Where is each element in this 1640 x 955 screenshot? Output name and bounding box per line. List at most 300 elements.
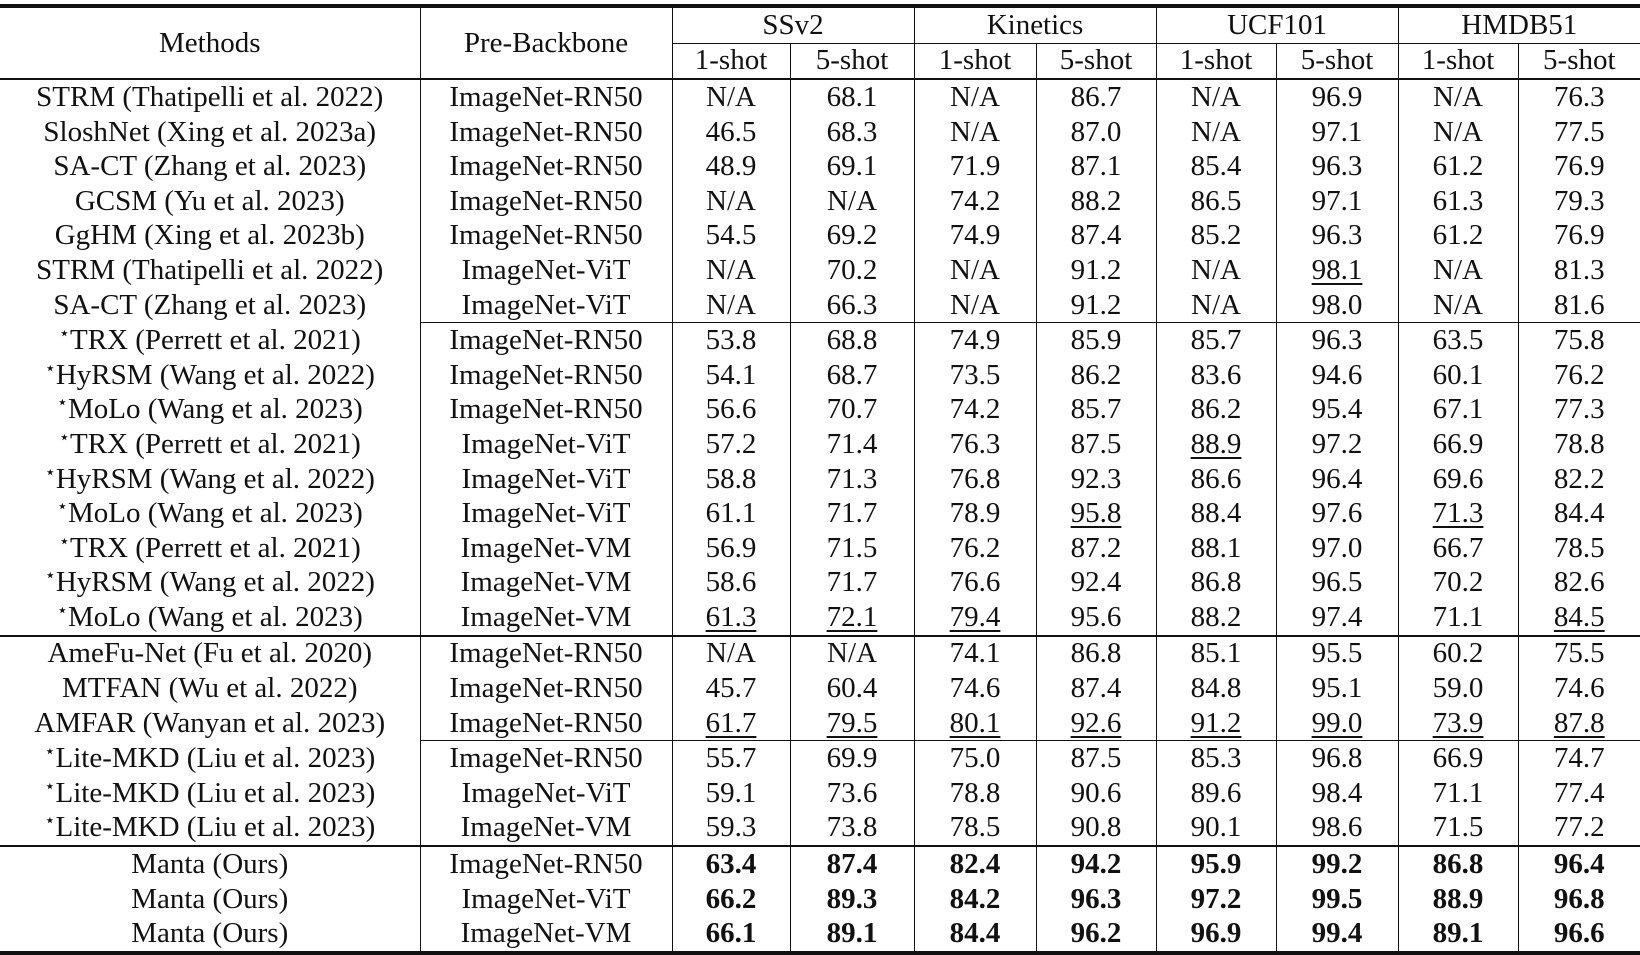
score-value: 70.2 — [826, 253, 878, 286]
table-row — [0, 706, 1640, 741]
method-label: HyRSM (Wang et al. 2022) — [55, 566, 375, 599]
score-cell — [1036, 671, 1156, 706]
score-value: 71.5 — [826, 531, 878, 564]
pre-backbone-cell: ImageNet-RN50 — [420, 741, 672, 776]
score-cell — [1036, 427, 1156, 462]
header-row-datasets — [0, 6, 1640, 43]
score-value: 69.6 — [1432, 462, 1484, 495]
score-value: 88.4 — [1190, 497, 1242, 530]
score-cell — [1518, 79, 1640, 115]
pre-backbone-cell: ImageNet-RN50 — [420, 323, 672, 358]
score-value: 89.6 — [1190, 776, 1242, 809]
method-label: Lite-MKD (Liu et al. 2023) — [55, 742, 376, 775]
score-value: 63.4 — [705, 848, 757, 881]
score-cell — [1036, 600, 1156, 636]
score-value: 60.2 — [1432, 637, 1484, 670]
score-cell — [1518, 115, 1640, 150]
score-value: 87.4 — [826, 848, 878, 881]
score-cell — [790, 882, 914, 917]
score-cell — [1156, 79, 1276, 115]
score-cell — [1398, 393, 1518, 428]
score-value: 71.3 — [1432, 497, 1484, 530]
score-value: 83.6 — [1190, 358, 1242, 391]
score-value: 73.6 — [826, 776, 878, 809]
score-value: 95.5 — [1311, 637, 1363, 670]
score-value: 88.2 — [1070, 184, 1122, 217]
score-cell — [1036, 636, 1156, 672]
score-value: 77.2 — [1553, 811, 1605, 844]
method-label: MoLo (Wang et al. 2023) — [67, 600, 363, 633]
score-value: 91.2 — [1070, 288, 1122, 321]
score-cell — [1518, 358, 1640, 393]
score-cell — [1398, 566, 1518, 601]
method-name — [0, 671, 420, 706]
score-value: N/A — [950, 80, 1000, 113]
score-value: 71.3 — [826, 462, 878, 495]
pre-backbone-cell: ImageNet-VM — [420, 566, 672, 601]
score-value: 81.3 — [1553, 253, 1605, 286]
score-value: 76.2 — [1553, 358, 1605, 391]
method-label: AMFAR (Wanyan et al. 2023) — [34, 706, 386, 739]
score-value: 77.3 — [1553, 393, 1605, 426]
method-name — [0, 600, 420, 636]
pre-backbone-cell: ImageNet-ViT — [420, 462, 672, 497]
score-cell — [1036, 323, 1156, 358]
score-cell — [914, 323, 1036, 358]
score-value: N/A — [950, 253, 1000, 286]
score-cell — [1036, 219, 1156, 254]
score-value: 96.8 — [1553, 882, 1605, 915]
method-label: TRX (Perrett et al. 2021) — [70, 323, 361, 356]
score-value: 74.1 — [949, 637, 1001, 670]
score-value: 89.1 — [1432, 917, 1484, 950]
score-cell — [790, 462, 914, 497]
score-cell — [1036, 916, 1156, 953]
score-value: 68.8 — [826, 324, 878, 357]
score-value: 79.4 — [949, 600, 1001, 633]
score-cell — [1398, 846, 1518, 882]
score-value: 82.2 — [1553, 462, 1605, 495]
score-value: 99.4 — [1311, 917, 1363, 950]
method-name — [0, 846, 420, 882]
score-value: 78.8 — [1553, 427, 1605, 460]
score-value: 91.2 — [1190, 706, 1242, 739]
method-label: HyRSM (Wang et al. 2022) — [55, 462, 375, 495]
score-value: 86.2 — [1190, 393, 1242, 426]
score-value: N/A — [1191, 80, 1241, 113]
method-name — [0, 323, 420, 358]
score-value: 90.1 — [1190, 811, 1242, 844]
score-cell — [1398, 253, 1518, 288]
score-value: 48.9 — [705, 150, 757, 183]
table-row — [0, 462, 1640, 497]
method-name — [0, 358, 420, 393]
score-cell — [1398, 358, 1518, 393]
score-cell — [672, 882, 790, 917]
score-cell — [1518, 393, 1640, 428]
score-cell — [914, 741, 1036, 776]
score-cell — [1518, 636, 1640, 672]
score-cell — [914, 149, 1036, 184]
score-cell — [790, 358, 914, 393]
table-row — [0, 115, 1640, 150]
score-cell — [1276, 184, 1398, 219]
score-value: 54.1 — [705, 358, 757, 391]
score-value: 92.4 — [1070, 566, 1122, 599]
score-cell — [790, 600, 914, 636]
score-cell — [790, 916, 914, 953]
score-value: 71.4 — [826, 427, 878, 460]
score-value: 96.8 — [1311, 742, 1363, 775]
score-value: 74.9 — [949, 219, 1001, 252]
score-value: 70.7 — [826, 393, 878, 426]
reproduced-star-icon: ⋆ — [56, 496, 68, 517]
score-value: 61.7 — [705, 706, 757, 739]
score-cell — [1518, 671, 1640, 706]
score-cell — [1518, 600, 1640, 636]
score-value: N/A — [706, 637, 756, 670]
score-value: 68.7 — [826, 358, 878, 391]
score-cell — [1518, 184, 1640, 219]
score-value: 80.1 — [949, 706, 1001, 739]
score-cell — [1156, 916, 1276, 953]
score-value: 97.1 — [1311, 184, 1363, 217]
score-cell — [1276, 846, 1398, 882]
score-value: 79.5 — [826, 706, 878, 739]
score-cell — [1036, 846, 1156, 882]
score-value: 90.6 — [1070, 776, 1122, 809]
table-row — [0, 531, 1640, 566]
score-cell — [1276, 636, 1398, 672]
score-cell — [1276, 496, 1398, 531]
score-value: 73.5 — [949, 358, 1001, 391]
score-cell — [1518, 288, 1640, 323]
header-hmdb51-1shot: 1-shot — [1398, 43, 1518, 79]
score-value: 66.2 — [705, 882, 757, 915]
table-row — [0, 393, 1640, 428]
score-value: 91.2 — [1070, 253, 1122, 286]
reproduced-star-icon: ⋆ — [56, 599, 68, 620]
method-name — [0, 706, 420, 741]
score-cell — [1156, 636, 1276, 672]
score-value: 71.1 — [1432, 600, 1484, 633]
score-cell — [672, 916, 790, 953]
score-cell — [1398, 741, 1518, 776]
score-value: 74.9 — [949, 324, 1001, 357]
score-cell — [1518, 496, 1640, 531]
score-value: 99.5 — [1311, 882, 1363, 915]
reproduced-star-icon: ⋆ — [44, 357, 56, 378]
method-name — [0, 115, 420, 150]
score-cell — [1398, 79, 1518, 115]
score-value: N/A — [1433, 253, 1483, 286]
score-cell — [914, 600, 1036, 636]
score-cell — [1518, 811, 1640, 847]
score-value: 95.6 — [1070, 600, 1122, 633]
score-cell — [672, 393, 790, 428]
score-value: 87.2 — [1070, 531, 1122, 564]
score-cell — [1036, 462, 1156, 497]
table-header — [0, 6, 1640, 79]
score-value: 76.8 — [949, 462, 1001, 495]
score-value: 55.7 — [705, 742, 757, 775]
score-cell — [1398, 115, 1518, 150]
pre-backbone-cell: ImageNet-ViT — [420, 776, 672, 811]
score-cell — [1398, 427, 1518, 462]
score-value: 95.4 — [1311, 393, 1363, 426]
method-label: Manta (Ours) — [131, 882, 289, 915]
score-value: 78.5 — [1553, 531, 1605, 564]
table-row — [0, 184, 1640, 219]
score-cell — [1518, 916, 1640, 953]
score-cell — [790, 115, 914, 150]
score-value: 76.3 — [1553, 80, 1605, 113]
reproduced-star-icon: ⋆ — [44, 741, 56, 762]
score-value: 59.3 — [705, 811, 757, 844]
score-cell — [672, 531, 790, 566]
score-value: 96.9 — [1190, 917, 1242, 950]
score-cell — [914, 671, 1036, 706]
score-cell — [1036, 776, 1156, 811]
pre-backbone-cell: ImageNet-RN50 — [420, 393, 672, 428]
score-value: N/A — [1433, 80, 1483, 113]
score-value: 86.6 — [1190, 462, 1242, 495]
header-dataset-ssv2: SSv2 — [672, 6, 914, 43]
score-cell — [914, 393, 1036, 428]
method-label: TRX (Perrett et al. 2021) — [70, 427, 361, 460]
score-value: 79.3 — [1553, 184, 1605, 217]
score-value: 61.3 — [705, 600, 757, 633]
score-value: 86.5 — [1190, 184, 1242, 217]
score-cell — [790, 184, 914, 219]
score-cell — [790, 706, 914, 741]
method-name — [0, 79, 420, 115]
score-value: 77.5 — [1553, 115, 1605, 148]
score-cell — [1518, 566, 1640, 601]
table-row — [0, 636, 1640, 672]
score-cell — [1398, 811, 1518, 847]
score-value: 66.9 — [1432, 427, 1484, 460]
score-value: 96.3 — [1070, 882, 1122, 915]
score-cell — [914, 253, 1036, 288]
pre-backbone-cell: ImageNet-VM — [420, 811, 672, 847]
score-cell — [914, 219, 1036, 254]
method-label: HyRSM (Wang et al. 2022) — [55, 358, 375, 391]
score-value: 78.8 — [949, 776, 1001, 809]
score-value: 96.3 — [1311, 219, 1363, 252]
score-cell — [1156, 741, 1276, 776]
score-value: 61.2 — [1432, 150, 1484, 183]
score-cell — [1036, 184, 1156, 219]
method-label: GCSM (Yu et al. 2023) — [74, 184, 345, 217]
score-value: 87.0 — [1070, 115, 1122, 148]
header-dataset-hmdb51: HMDB51 — [1461, 8, 1578, 41]
score-value: 53.8 — [705, 324, 757, 357]
score-value: 66.9 — [1432, 742, 1484, 775]
score-cell — [914, 79, 1036, 115]
score-cell — [790, 253, 914, 288]
method-name — [0, 566, 420, 601]
score-value: 90.8 — [1070, 811, 1122, 844]
score-cell — [1518, 427, 1640, 462]
pre-backbone-cell: ImageNet-VM — [420, 531, 672, 566]
score-value: 86.8 — [1190, 566, 1242, 599]
score-value: 86.8 — [1070, 637, 1122, 670]
table-row — [0, 882, 1640, 917]
score-value: 98.0 — [1311, 288, 1363, 321]
score-value: N/A — [827, 184, 877, 217]
score-value: 85.7 — [1190, 324, 1242, 357]
table-row — [0, 846, 1640, 882]
score-value: 68.3 — [826, 115, 878, 148]
pre-backbone-cell: ImageNet-ViT — [420, 882, 672, 917]
score-cell — [1156, 427, 1276, 462]
method-name — [0, 882, 420, 917]
score-value: 87.1 — [1070, 150, 1122, 183]
score-cell — [1276, 531, 1398, 566]
method-label: GgHM (Xing et al. 2023b) — [54, 219, 365, 252]
score-cell — [1276, 462, 1398, 497]
score-cell — [672, 671, 790, 706]
method-name — [0, 811, 420, 847]
score-value: 96.3 — [1311, 324, 1363, 357]
score-value: 96.4 — [1311, 462, 1363, 495]
score-cell — [672, 636, 790, 672]
score-cell — [1518, 531, 1640, 566]
pre-backbone-cell: ImageNet-VM — [420, 600, 672, 636]
method-label: Manta (Ours) — [131, 917, 289, 950]
pre-backbone-cell: ImageNet-RN50 — [420, 671, 672, 706]
score-cell — [1156, 671, 1276, 706]
pre-backbone-cell: ImageNet-ViT — [420, 253, 672, 288]
method-name — [0, 496, 420, 531]
score-cell — [1276, 741, 1398, 776]
method-name — [0, 741, 420, 776]
score-cell — [914, 706, 1036, 741]
table-row — [0, 811, 1640, 847]
score-value: 69.1 — [826, 150, 878, 183]
score-cell — [672, 706, 790, 741]
score-value: N/A — [950, 288, 1000, 321]
score-value: 96.2 — [1070, 917, 1122, 950]
score-value: 78.5 — [949, 811, 1001, 844]
score-value: 73.9 — [1432, 706, 1484, 739]
method-name — [0, 531, 420, 566]
score-cell — [790, 636, 914, 672]
reproduced-star-icon: ⋆ — [44, 565, 56, 586]
score-cell — [914, 566, 1036, 601]
score-value: 97.1 — [1311, 115, 1363, 148]
score-value: 96.4 — [1553, 848, 1605, 881]
score-cell — [1036, 149, 1156, 184]
method-label: Manta (Ours) — [131, 848, 289, 881]
score-value: 75.5 — [1553, 637, 1605, 670]
header-dataset-kinetics: Kinetics — [914, 6, 1156, 43]
score-cell — [790, 79, 914, 115]
score-cell — [1518, 776, 1640, 811]
score-value: 85.4 — [1190, 150, 1242, 183]
score-cell — [790, 531, 914, 566]
score-value: N/A — [1191, 253, 1241, 286]
score-value: 82.6 — [1553, 566, 1605, 599]
score-cell — [672, 427, 790, 462]
score-value: 96.5 — [1311, 566, 1363, 599]
method-label: MoLo (Wang et al. 2023) — [67, 497, 363, 530]
score-value: 56.6 — [705, 393, 757, 426]
score-value: 96.6 — [1553, 917, 1605, 950]
score-cell — [790, 393, 914, 428]
score-value: 87.8 — [1553, 706, 1605, 739]
score-cell — [1156, 323, 1276, 358]
score-value: N/A — [1191, 115, 1241, 148]
score-value: 99.0 — [1311, 706, 1363, 739]
score-cell — [672, 846, 790, 882]
reproduced-star-icon: ⋆ — [44, 461, 56, 482]
score-cell — [914, 636, 1036, 672]
score-value: 97.2 — [1311, 427, 1363, 460]
score-value: 97.4 — [1311, 600, 1363, 633]
score-cell — [1156, 566, 1276, 601]
score-cell — [1036, 741, 1156, 776]
score-value: 87.5 — [1070, 742, 1122, 775]
score-cell — [790, 219, 914, 254]
score-cell — [672, 811, 790, 847]
score-cell — [1276, 916, 1398, 953]
score-cell — [790, 741, 914, 776]
score-value: 87.4 — [1070, 219, 1122, 252]
score-cell — [1398, 671, 1518, 706]
score-value: 59.0 — [1432, 672, 1484, 705]
header-kinetics-5shot: 5-shot — [1036, 43, 1156, 79]
pre-backbone-cell: ImageNet-ViT — [420, 288, 672, 323]
method-label: Lite-MKD (Liu et al. 2023) — [55, 811, 376, 844]
score-cell — [1276, 776, 1398, 811]
score-value: 66.3 — [826, 288, 878, 321]
score-cell — [790, 496, 914, 531]
pre-backbone-cell: ImageNet-ViT — [420, 496, 672, 531]
score-cell — [914, 358, 1036, 393]
method-label: MoLo (Wang et al. 2023) — [67, 393, 363, 426]
score-cell — [1276, 671, 1398, 706]
header-kinetics-1shot: 1-shot — [914, 43, 1036, 79]
header-ucf101-1shot: 1-shot — [1156, 43, 1276, 79]
score-cell — [672, 741, 790, 776]
table-row — [0, 427, 1640, 462]
method-name — [0, 776, 420, 811]
score-value: 84.4 — [1553, 497, 1605, 530]
method-label: MTFAN (Wu et al. 2022) — [62, 672, 358, 705]
score-value: 92.6 — [1070, 706, 1122, 739]
score-value: 59.1 — [705, 776, 757, 809]
score-cell — [1398, 219, 1518, 254]
score-value: 98.1 — [1311, 253, 1363, 286]
score-value: 84.4 — [949, 917, 1001, 950]
score-cell — [790, 323, 914, 358]
method-label: AmeFu-Net (Fu et al. 2020) — [47, 637, 373, 670]
score-value: 46.5 — [705, 115, 757, 148]
score-cell — [672, 79, 790, 115]
score-value: 54.5 — [705, 219, 757, 252]
score-cell — [1518, 219, 1640, 254]
table-row — [0, 741, 1640, 776]
method-name — [0, 427, 420, 462]
table-row — [0, 288, 1640, 323]
score-value: 77.4 — [1553, 776, 1605, 809]
table-row — [0, 219, 1640, 254]
header-pre-backbone: Pre-Backbone — [420, 6, 672, 79]
table-row — [0, 496, 1640, 531]
score-cell — [1276, 149, 1398, 184]
